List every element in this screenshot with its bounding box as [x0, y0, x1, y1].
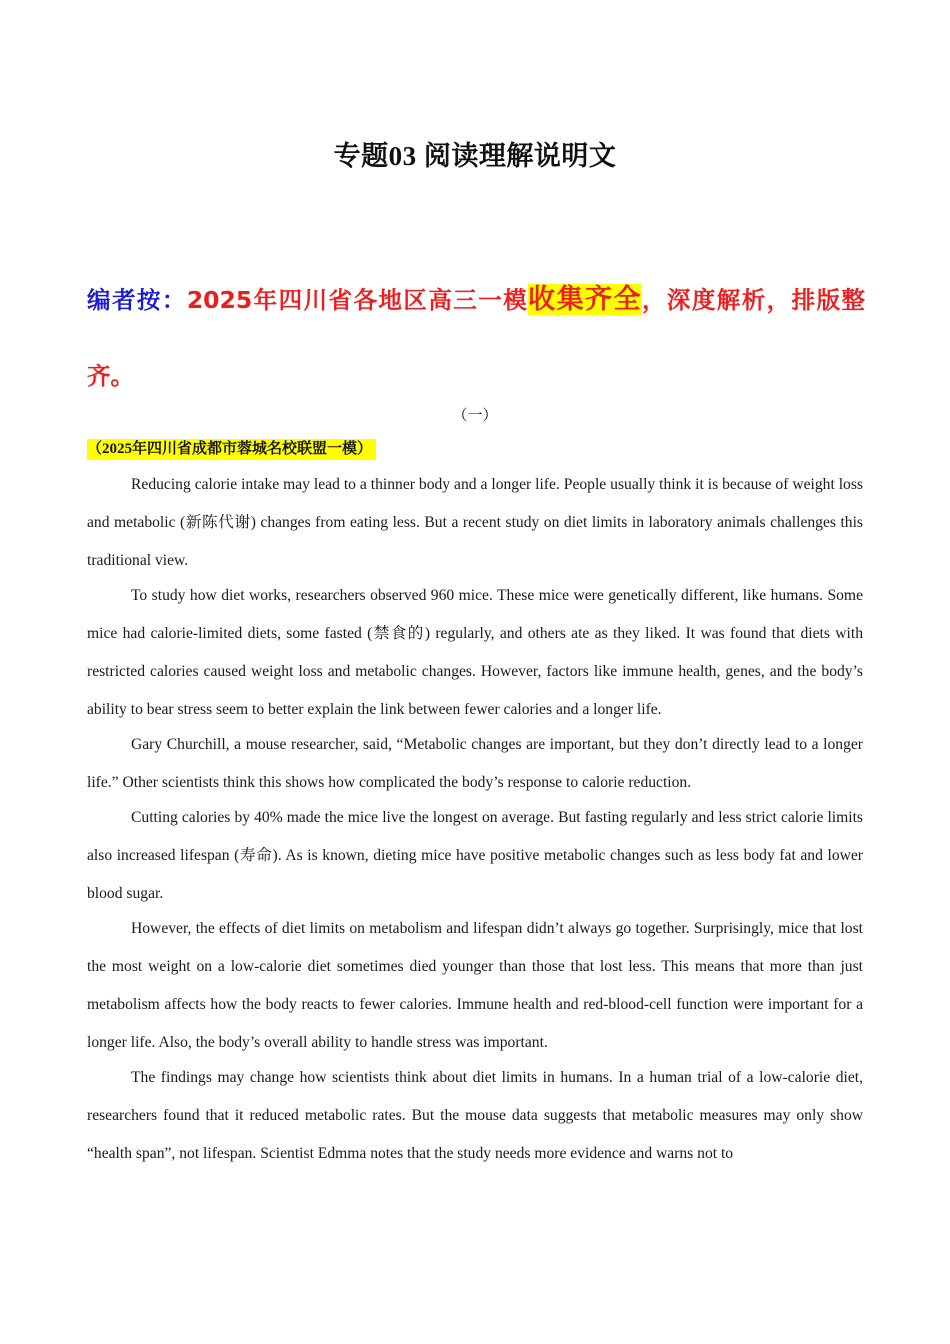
- paragraph: However, the effects of diet limits on metabolism and lifespan didn’t always go together. Surprisingly, mice that lost the most weight on a low-calorie diet sometimes died younger than those that lost less. This means that more than just metabolism affects how the body reacts to fewer calories. Immune health and red-blood-cell function were important for a longer life. Also, the body’s overall ability to handle stress was important.: [87, 920, 863, 1051]
- editor-note-text: 2025年四川省各地区高三一模: [186, 286, 529, 314]
- paragraph: Gary Churchill, a mouse researcher, said, “Metabolic changes are important, but they don’t directly lead to a longer life.” Other scientists think this shows how complicated the body’s response to calorie reduction.: [87, 736, 863, 791]
- paragraph: Cutting calories by 40% made the mice live the longest on average. But fasting regularly and less strict calorie limits also increased lifespan (寿命). As is known, dieting mice have positive metabolic changes such as less body fat and lower blood sugar.: [87, 809, 863, 902]
- paragraph: To study how diet works, researchers observed 960 mice. These mice were genetically different, like humans. Some mice had calorie-limited diets, some fasted (禁食的) regularly, and others ate as they liked. It was found that diets with restricted calories caused weight loss and metabolic changes. However, factors like immune health, genes, and the body’s ability to bear stress seem to better explain the link between fewer calories and a longer life.: [87, 587, 863, 718]
- page-title: 专题03 阅读理解说明文: [333, 141, 617, 171]
- article-body: [87, 466, 863, 1170]
- section-number: （一）: [452, 408, 498, 424]
- paragraph: Reducing calorie intake may lead to a thinner body and a longer life. People usually think it is because of weight loss and metabolic (新陈代谢) changes from eating less. But a recent study on diet limits in laboratory animals challenges this traditional view.: [87, 476, 863, 569]
- paragraph: The findings may change how scientists think about diet limits in humans. In a human trial of a low-calorie diet, researchers found that it reduced metabolic rates. But the mouse data suggests that metabolic measures may only show “health span”, not lifespan. Scientist Edmma notes that the study needs more evidence and warns not to: [87, 1069, 863, 1162]
- editor-note-text-end: ，深度解析，排版整齐。: [87, 286, 866, 390]
- editor-note-prefix: 编者按：: [87, 286, 187, 314]
- editor-note-highlight: 收集齐全: [528, 284, 642, 315]
- source-tag: （2025年四川省成都市蓉城名校联盟一模）: [87, 439, 376, 460]
- editor-note: [87, 262, 865, 414]
